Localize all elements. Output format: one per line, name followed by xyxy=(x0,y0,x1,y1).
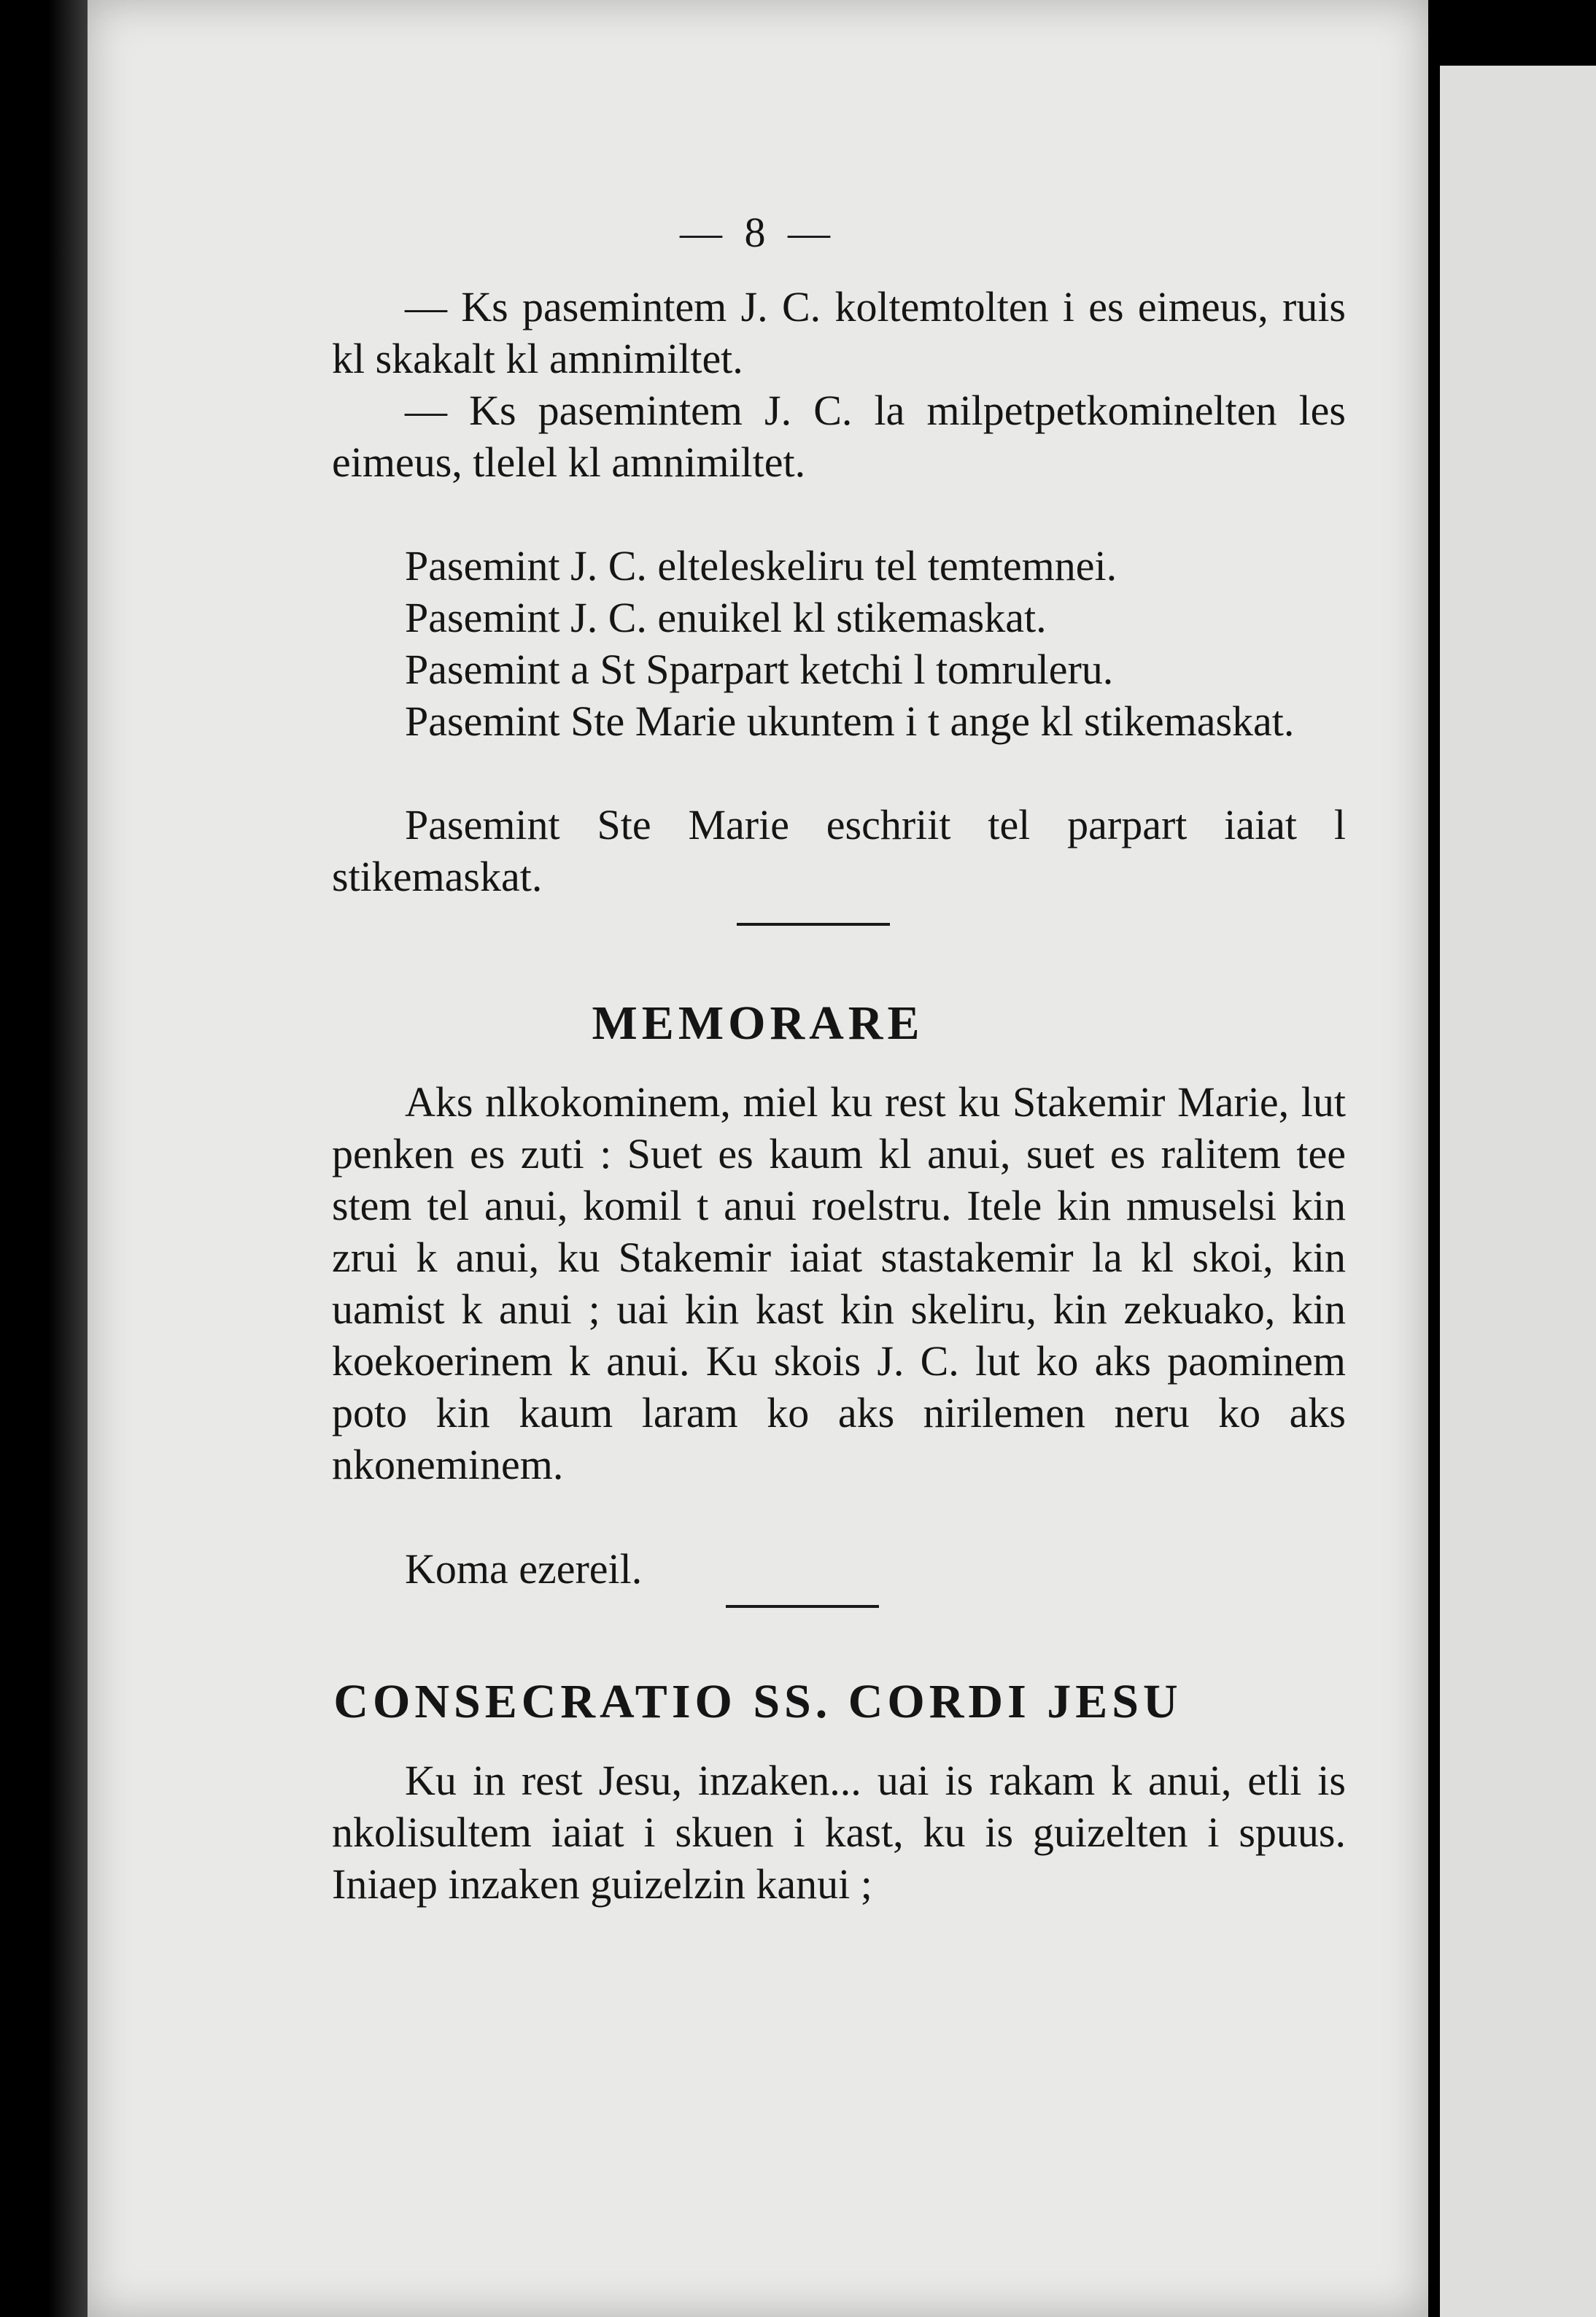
scan-left-border xyxy=(0,0,88,2317)
memorare-text: Aks nlkokominem, miel ku rest ku Stakemir Marie, lut penken es zuti : Suet es kaum kl anui, suet es ralitem tee stem tel anui, komil t anui roelstru. Itele kin nmuselsi kin zrui k anui, ku Stakemir iaiat stastakemir la kl skoi, kin uamist k anui ; uai kin kast kin skeliru, kin zekuako, kin koekoerinem k anui. Ku skois J. C. lut ko aks paominem poto kin kaum laram ko aks nirilemen neru ko aks nkoneminem. xyxy=(332,1078,1346,1488)
invocation-4: Pasemint Ste Marie ukuntem i t ange kl stikemaskat. xyxy=(405,697,1295,745)
adjacent-page-edge xyxy=(1440,66,1596,2317)
memorare-heading: MEMORARE xyxy=(592,997,924,1050)
invocation-1: Pasemint J. C. elteleskeliru tel temtemnei. xyxy=(405,542,1117,589)
section-divider xyxy=(737,923,890,926)
consecratio-heading: CONSECRATIO SS. CORDI JESU xyxy=(333,1675,1182,1728)
consecratio-text: Ku in rest Jesu, inzaken... uai is rakam k anui, etli is nkolisultem iaiat i skuen i kast, ku is guizelten i spuus. Iniaep inzaken guizelzin kanui ; xyxy=(332,1757,1346,1908)
memorare-amen: Koma ezereil. xyxy=(405,1545,643,1593)
prayer-line-1: — Ks pasemintem J. C. koltemtolten i es eimeus, ruis kl skakalt kl amnimiltet. xyxy=(332,283,1346,382)
invocation-3: Pasemint a St Sparpart ketchi l tomruleru. xyxy=(405,646,1114,693)
section-divider xyxy=(726,1605,879,1608)
book-page xyxy=(88,0,1428,2317)
invocation-2: Pasemint J. C. enuikel kl stikemaskat. xyxy=(405,594,1047,641)
page-gutter xyxy=(1428,66,1440,2317)
page-number: — 8 — xyxy=(680,209,836,256)
invocation-5: Pasemint Ste Marie eschriit tel parpart iaiat l stikemaskat. xyxy=(332,801,1346,900)
prayer-line-2: — Ks pasemintem J. C. la milpetpetkominelten les eimeus, tlelel kl amnimiltet. xyxy=(332,387,1346,486)
